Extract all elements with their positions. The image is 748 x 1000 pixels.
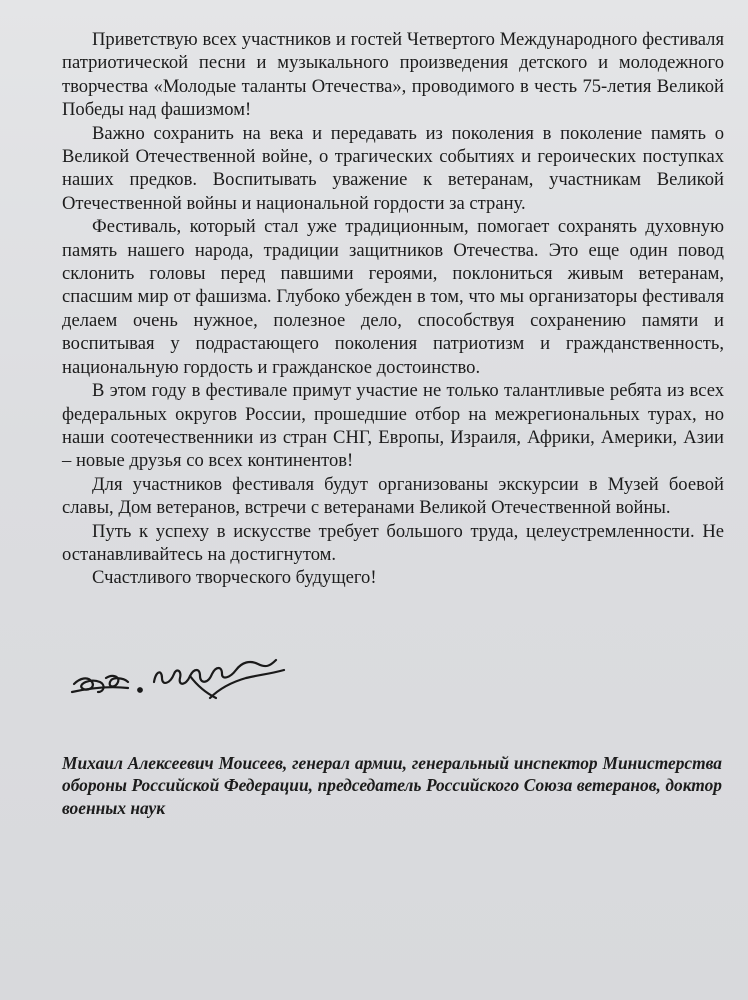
paragraph-wish: Счастливого творческого будущего! — [92, 567, 377, 589]
handwritten-signature — [70, 648, 300, 718]
paragraph-success: Путь к успеху в искусстве требует большого труда, целеустремленности. Не останавливайтесь на достигнутом. — [62, 520, 724, 565]
paragraph-excursions: Для участников фестиваля будут организованы экскурсии в Музей боевой славы, Дом ветеранов, встречи с ветеранами Великой Отечественной войны. — [62, 473, 724, 519]
paragraph-greeting: Приветствую всех участников и гостей Четвертого Международного фестиваля патриотической песни и музыкального произведения детского и молодежного творчества «Молодые таланты Отечества», проводимого в честь 75-летия Великой Победы над фашизмом! — [62, 29, 724, 121]
paragraph-festival: Фестиваль, который стал уже традиционным, помогает сохранять духовную память нашего народа, традиции защитников Отечества. Это еще один повод склонить головы перед павшими героями, поклониться живым ветеранам, спасшим мир от фашизма. Глубоко убежден в том, что мы организаторы фестиваля делаем очень нужное, полезное дело, способствуя сохранению памяти и воспитывая у подрастающего поколения патриотизм и гражданственность, национальную гордость и гражданское достоинство. — [62, 216, 724, 378]
letter-body — [62, 28, 724, 590]
paragraph-participants: В этом году в фестивале примут участие не только талантливые ребята из всех федеральных округов России, прошедшие отбор на межрегиональных турах, но наши соотечественники из стран СНГ, Европы, Израиля, Африки, Америки, Азии – новые друзья со всех континентов! — [62, 380, 724, 472]
signer-credentials: Михаил Алексеевич Моисеев, генерал армии, генеральный инспектор Министерства обороны Российской Федерации, председатель Российского Союза ветеранов, доктор военных наук — [62, 753, 722, 818]
paragraph-memory: Важно сохранить на века и передавать из поколения в поколение память о Великой Отечественной войне, о трагических событиях и героических поступках наших предков. Воспитывать уважение к ветеранам, участникам Великой Отечественной войны и национальной гордости за страну. — [62, 122, 724, 214]
